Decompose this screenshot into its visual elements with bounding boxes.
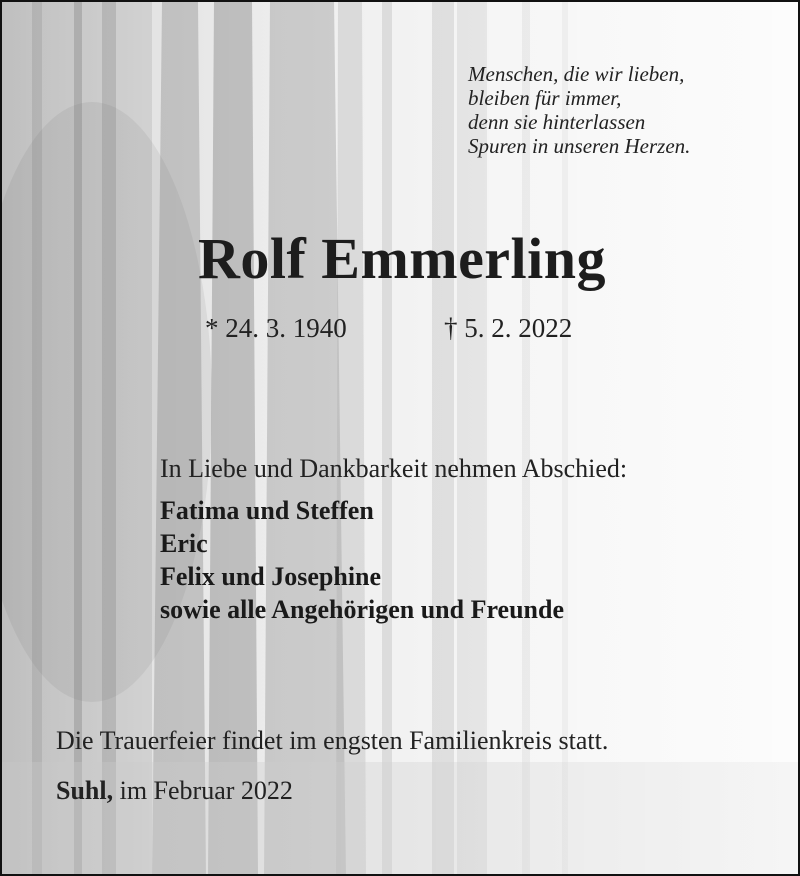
- place-name: Suhl,: [56, 776, 114, 805]
- mourner-name: Fatima und Steffen: [160, 496, 374, 525]
- mourners-list: [160, 494, 564, 626]
- deceased-name: Rolf Emmerling: [197, 226, 607, 291]
- funeral-service-note: Die Trauerfeier findet im engsten Familienkreis statt.: [56, 726, 609, 755]
- place-and-date: [56, 775, 293, 807]
- quote-line: Spuren in unseren Herzen.: [468, 134, 691, 158]
- quote-line: bleiben für immer,: [468, 86, 622, 110]
- farewell-intro: In Liebe und Dankbarkeit nehmen Abschied:: [160, 454, 628, 483]
- mourner-name: Eric: [160, 529, 208, 558]
- death-date: † 5. 2. 2022: [444, 313, 573, 343]
- mourner-name: sowie alle Angehörigen und Freunde: [160, 595, 565, 624]
- quote-line: Menschen, die wir lieben,: [468, 62, 685, 86]
- mourner-name: Felix und Josephine: [160, 562, 382, 591]
- quote-line: denn sie hinterlassen: [468, 110, 646, 134]
- memorial-quote: [468, 62, 768, 158]
- notice-date: im Februar 2022: [119, 776, 293, 805]
- birth-date: * 24. 3. 1940: [205, 313, 347, 343]
